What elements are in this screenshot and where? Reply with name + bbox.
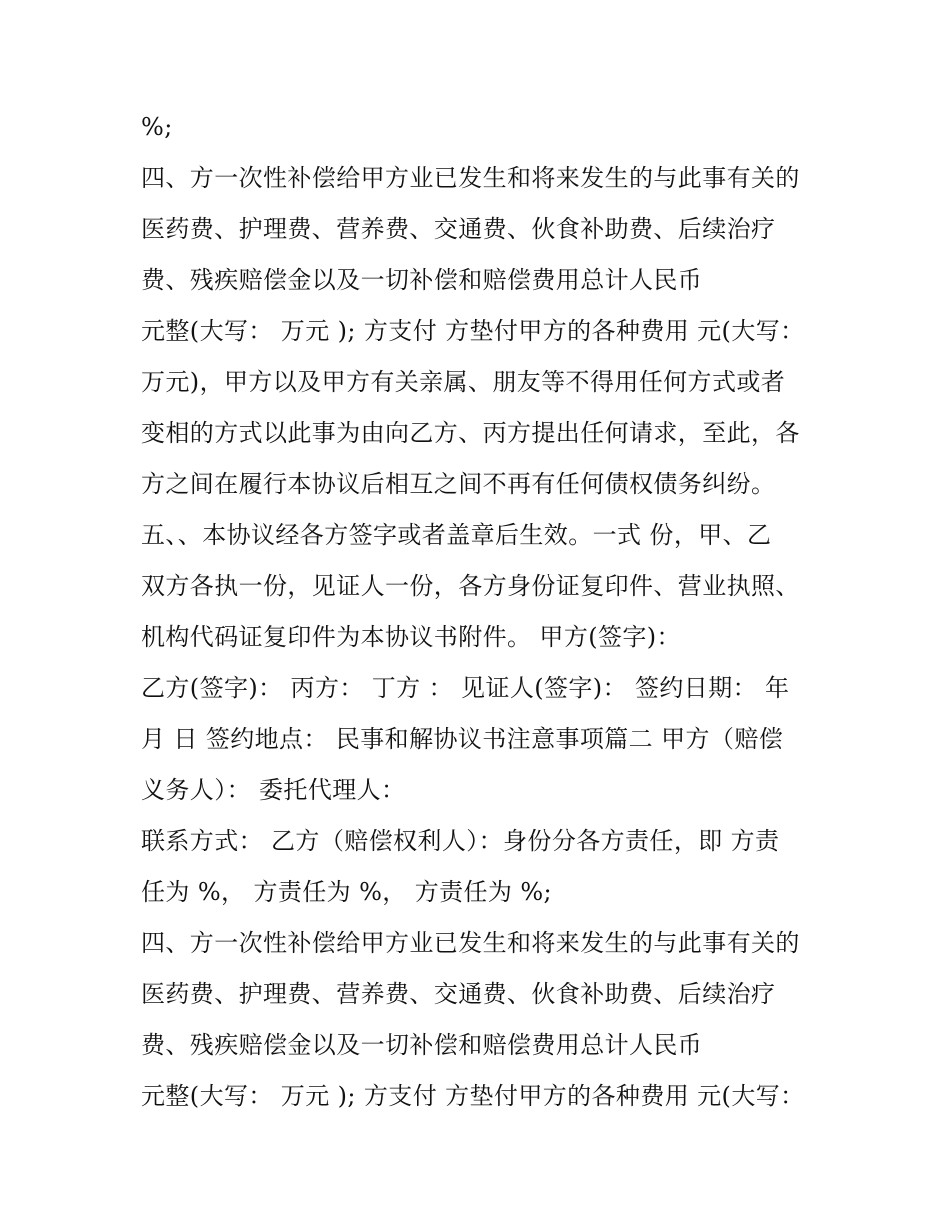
text-line: 元整(大写： 万元 ); 方支付 方垫付甲方的各种费用 元(大写：: [141, 1082, 805, 1110]
text-line: 四、方一次性补偿给甲方业已发生和将来发生的与此事有关的: [141, 164, 800, 192]
text-line: %;: [141, 113, 173, 141]
text-line: 万元)，甲方以及甲方有关亲属、朋友等不得用任何方式或者: [141, 368, 786, 396]
text-line: 费、残疾赔偿金以及一切补偿和赔偿费用总计人民币: [141, 266, 703, 294]
text-line: 乙方(签字)： 丙方： 丁方 ： 见证人(签字)： 签约日期： 年: [141, 674, 790, 702]
document-body: [141, 108, 821, 1128]
text-line: 五、、本协议经各方签字或者盖章后生效。一式 份，甲、乙: [141, 521, 772, 549]
text-line: 变相的方式以此事为由向乙方、丙方提出任何请求，至此，各: [141, 419, 800, 447]
text-line: 机构代码证复印件为本协议书附件。 甲方(签字)：: [141, 623, 681, 651]
text-line: 医药费、护理费、营养费、交通费、伙食补助费、后续治疗: [141, 980, 776, 1008]
text-line: 医药费、护理费、营养费、交通费、伙食补助费、后续治疗: [141, 215, 776, 243]
text-line: 费、残疾赔偿金以及一切补偿和赔偿费用总计人民币: [141, 1031, 703, 1059]
text-line: 方之间在履行本协议后相互之间不再有任何债权债务纠纷。: [141, 470, 776, 498]
text-line: 元整(大写： 万元 ); 方支付 方垫付甲方的各种费用 元(大写：: [141, 317, 805, 345]
text-line: 义务人）： 委托代理人：: [141, 776, 406, 804]
text-line: 任为 %， 方责任为 %， 方责任为 %;: [141, 878, 553, 906]
text-line: 四、方一次性补偿给甲方业已发生和将来发生的与此事有关的: [141, 929, 800, 957]
text-line: 月 日 签约地点： 民事和解协议书注意事项篇二 甲方（赔偿: [141, 725, 784, 753]
text-line: 联系方式： 乙方（赔偿权利人）：身份分各方责任，即 方责: [141, 827, 780, 855]
text-line: 双方各执一份，见证人一份，各方身份证复印件、营业执照、: [141, 572, 800, 600]
